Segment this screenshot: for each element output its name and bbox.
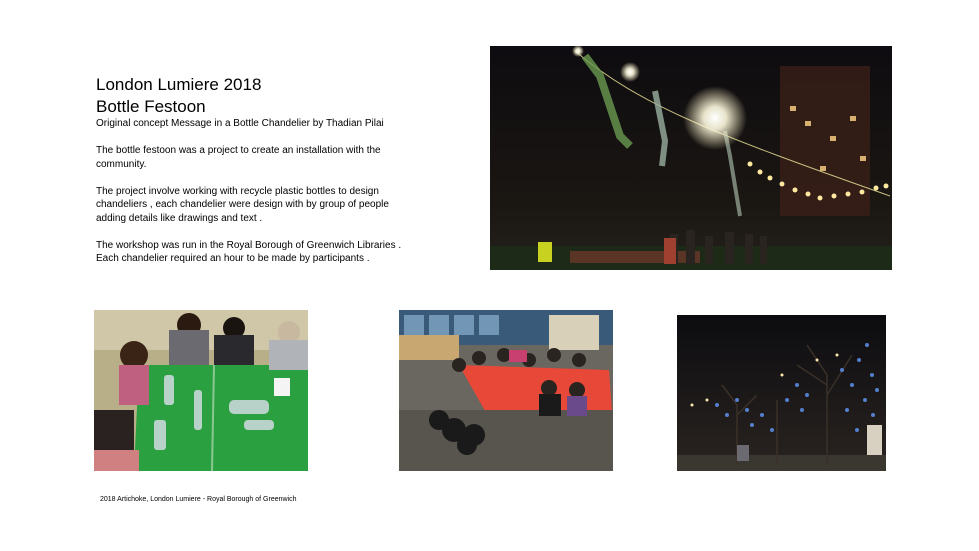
- description-paragraph: The project involve working with recycle plastic bottles to design chandeliers , each chandelier were design with by group of people adding details like drawings and text .: [96, 185, 389, 224]
- photo-trees-lights: [677, 315, 886, 471]
- page-title: London Lumiere 2018: [96, 75, 262, 94]
- description-paragraph: Each chandelier required an hour to be made by participants .: [96, 253, 370, 264]
- description: [96, 144, 416, 266]
- concept-credit: Original concept Message in a Bottle Chandelier by Thadian Pilai: [96, 118, 384, 129]
- description-paragraph: The workshop was run in the Royal Borough of Greenwich Libraries .: [96, 239, 402, 251]
- description-paragraph: The bottle festoon was a project to create an installation with the community.: [96, 145, 381, 170]
- photo-workshop-green-table: [94, 310, 308, 471]
- project-title: Bottle Festoon: [96, 97, 206, 116]
- photo-festoon-night: [490, 46, 892, 270]
- photo-workshop-library: [399, 310, 613, 471]
- footer-caption: 2018 Artichoke, London Lumiere - Royal Borough of Greenwich: [100, 496, 297, 503]
